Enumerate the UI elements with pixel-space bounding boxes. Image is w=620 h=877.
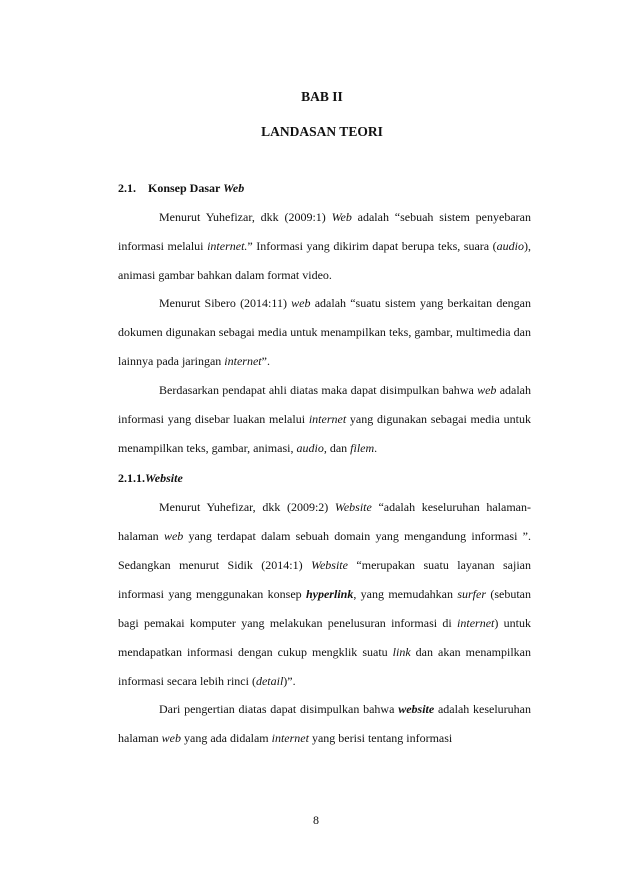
paragraph-web-definition-yuhefizar: Menurut Yuhefizar, dkk (2009:1) Web adalah “sebuah sistem penyebaran informasi melalui internet.” Informasi yang dikirim dapat berupa teks, suara (audio), animasi gambar bahkan dalam format video.	[118, 210, 532, 282]
paragraph-web-definition-sibero: Menurut Sibero (2014:11) web adalah “suatu sistem yang berkaitan dengan dokumen digunakan sebagai media untuk menampilkan teks, gambar, multimedia dan lainnya pada jaringan internet”.	[118, 296, 531, 368]
section-number: 2.1.	[118, 181, 136, 195]
section-number: 2.1.1.	[118, 471, 145, 485]
section-title-italic: Website	[145, 471, 183, 485]
paragraph-website-conclusion: Dari pengertian diatas dapat disimpulkan bahwa website adalah keseluruhan halaman web yang ada didalam internet yang berisi tentang informasi	[118, 702, 532, 745]
section-title-italic: Web	[223, 181, 245, 195]
section-heading-2-1-1	[118, 471, 183, 486]
section-title: Konsep Dasar	[148, 181, 224, 195]
chapter-label: BAB II	[301, 89, 343, 104]
chapter-title: LANDASAN TEORI	[261, 124, 383, 139]
section-heading-2-1	[118, 181, 244, 196]
paragraph-web-conclusion: Berdasarkan pendapat ahli diatas maka dapat disimpulkan bahwa web adalah informasi yang disebar luakan melalui internet yang digunakan sebagai media untuk menampilkan teks, gambar, animasi, audio, dan filem.	[118, 383, 532, 455]
paragraph-website-definitions: Menurut Yuhefizar, dkk (2009:2) Website “adalah keseluruhan halaman-halaman web yang terdapat dalam sebuah domain yang mengandung informasi ”. Sedangkan menurut Sidik (2014:1) Website “merupakan suatu layanan sajian informasi yang menggunakan konsep hyperlink, yang memudahkan surfer (sebutan bagi pemakai komputer yang melakukan penelusuran informasi di internet) untuk mendapatkan informasi dengan cukup mengklik suatu link dan akan menampilkan informasi secara lebih rinci (detail)”.	[118, 500, 532, 688]
page-number: 8	[313, 813, 319, 827]
